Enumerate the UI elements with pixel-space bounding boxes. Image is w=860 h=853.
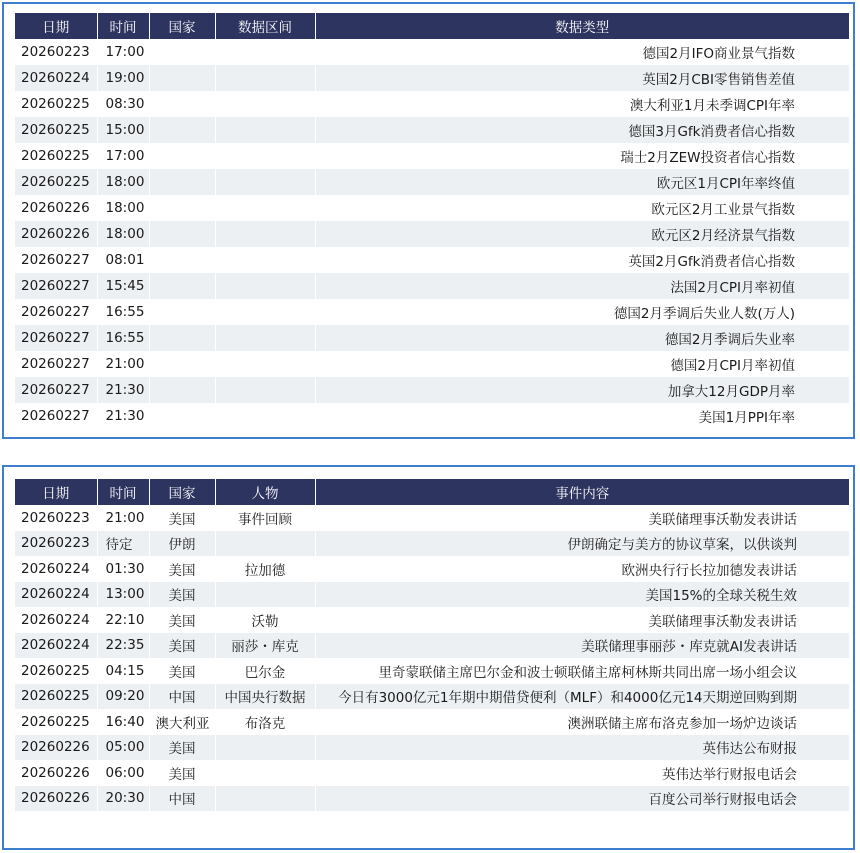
country-cell: 中国 bbox=[149, 786, 215, 812]
time-cell: 09:20 bbox=[97, 684, 149, 710]
date-cell: 20260225 bbox=[15, 169, 97, 195]
date-cell: 20260223 bbox=[15, 39, 97, 65]
date-cell: 20260225 bbox=[15, 658, 97, 684]
data-period-cell bbox=[215, 299, 315, 325]
country-cell bbox=[149, 39, 215, 65]
time-cell: 21:00 bbox=[97, 351, 149, 377]
header-event-content: 事件内容 bbox=[315, 479, 849, 505]
country-cell: 美国 bbox=[149, 607, 215, 633]
data-period-cell bbox=[215, 351, 315, 377]
time-cell: 05:00 bbox=[97, 735, 149, 761]
date-cell: 20260224 bbox=[15, 556, 97, 582]
time-cell: 16:55 bbox=[97, 325, 149, 351]
event-content-cell: 英伟达公布财报 bbox=[315, 735, 849, 761]
country-cell: 美国 bbox=[149, 760, 215, 786]
table-row bbox=[15, 684, 849, 710]
country-cell bbox=[149, 299, 215, 325]
date-cell: 20260227 bbox=[15, 325, 97, 351]
time-cell: 17:00 bbox=[97, 143, 149, 169]
table-row bbox=[15, 760, 849, 786]
data-type-cell: 英国2月CBI零售销售差值 bbox=[315, 65, 849, 91]
country-cell bbox=[149, 325, 215, 351]
event-content-cell: 美联储理事沃勒发表讲话 bbox=[315, 505, 849, 531]
event-content-cell: 澳洲联储主席布洛克参加一场炉边谈话 bbox=[315, 709, 849, 735]
date-cell: 20260227 bbox=[15, 273, 97, 299]
table-row bbox=[15, 39, 849, 65]
data-period-cell bbox=[215, 247, 315, 273]
time-cell: 08:01 bbox=[97, 247, 149, 273]
data-period-cell bbox=[215, 39, 315, 65]
date-cell: 20260226 bbox=[15, 195, 97, 221]
time-cell: 18:00 bbox=[97, 169, 149, 195]
data-type-cell: 欧元区2月工业景气指数 bbox=[315, 195, 849, 221]
date-cell: 20260227 bbox=[15, 403, 97, 429]
country-cell: 美国 bbox=[149, 658, 215, 684]
country-cell bbox=[149, 377, 215, 403]
time-cell: 15:45 bbox=[97, 273, 149, 299]
date-cell: 20260227 bbox=[15, 351, 97, 377]
data-type-cell: 法国2月CPI月率初值 bbox=[315, 273, 849, 299]
economic-data-panel bbox=[2, 2, 855, 439]
date-cell: 20260226 bbox=[15, 735, 97, 761]
event-content-cell: 英伟达举行财报电话会 bbox=[315, 760, 849, 786]
date-cell: 20260223 bbox=[15, 531, 97, 557]
data-period-cell bbox=[215, 273, 315, 299]
data-period-cell bbox=[215, 325, 315, 351]
table-row bbox=[15, 403, 849, 429]
date-cell: 20260226 bbox=[15, 221, 97, 247]
country-cell: 伊朗 bbox=[149, 531, 215, 557]
date-cell: 20260225 bbox=[15, 709, 97, 735]
date-cell: 20260227 bbox=[15, 247, 97, 273]
header-time: 时间 bbox=[97, 13, 149, 39]
person-cell: 中国央行数据 bbox=[215, 684, 315, 710]
person-cell: 巴尔金 bbox=[215, 658, 315, 684]
header-data-type: 数据类型 bbox=[315, 13, 849, 39]
data-type-cell: 澳大利亚1月未季调CPI年率 bbox=[315, 91, 849, 117]
country-cell: 美国 bbox=[149, 556, 215, 582]
data-type-cell: 德国2月CPI月率初值 bbox=[315, 351, 849, 377]
table-header-row bbox=[15, 479, 849, 505]
person-cell bbox=[215, 735, 315, 761]
time-cell: 06:00 bbox=[97, 760, 149, 786]
date-cell: 20260225 bbox=[15, 143, 97, 169]
time-cell: 01:30 bbox=[97, 556, 149, 582]
time-cell: 20:30 bbox=[97, 786, 149, 812]
table-header-row bbox=[15, 13, 849, 39]
event-content-cell: 伊朗确定与美方的协议草案，以供谈判 bbox=[315, 531, 849, 557]
data-type-cell: 德国2月IFO商业景气指数 bbox=[315, 39, 849, 65]
person-cell bbox=[215, 531, 315, 557]
event-content-cell: 美联储理事沃勒发表讲话 bbox=[315, 607, 849, 633]
table-row bbox=[15, 377, 849, 403]
table-row bbox=[15, 325, 849, 351]
header-country: 国家 bbox=[149, 13, 215, 39]
event-content-cell: 里奇蒙联储主席巴尔金和波士顿联储主席柯林斯共同出席一场小组会议 bbox=[315, 658, 849, 684]
time-cell: 19:00 bbox=[97, 65, 149, 91]
table-row bbox=[15, 117, 849, 143]
date-cell: 20260225 bbox=[15, 117, 97, 143]
country-cell bbox=[149, 91, 215, 117]
date-cell: 20260224 bbox=[15, 65, 97, 91]
person-cell: 丽莎・库克 bbox=[215, 633, 315, 659]
table-row bbox=[15, 786, 849, 812]
country-cell bbox=[149, 351, 215, 377]
data-type-cell: 加拿大12月GDP月率 bbox=[315, 377, 849, 403]
data-period-cell bbox=[215, 195, 315, 221]
header-date: 日期 bbox=[15, 13, 97, 39]
event-content-cell: 美联储理事丽莎・库克就AI发表讲话 bbox=[315, 633, 849, 659]
time-cell: 21:30 bbox=[97, 377, 149, 403]
data-period-cell bbox=[215, 403, 315, 429]
date-cell: 20260226 bbox=[15, 786, 97, 812]
time-cell: 22:35 bbox=[97, 633, 149, 659]
data-period-cell bbox=[215, 91, 315, 117]
person-cell: 布洛克 bbox=[215, 709, 315, 735]
time-cell: 17:00 bbox=[97, 39, 149, 65]
person-cell bbox=[215, 786, 315, 812]
table-row bbox=[15, 582, 849, 608]
table-row bbox=[15, 169, 849, 195]
country-cell: 美国 bbox=[149, 582, 215, 608]
header-person: 人物 bbox=[215, 479, 315, 505]
data-type-cell: 欧元区2月经济景气指数 bbox=[315, 221, 849, 247]
data-type-cell: 英国2月Gfk消费者信心指数 bbox=[315, 247, 849, 273]
time-cell: 08:30 bbox=[97, 91, 149, 117]
data-type-cell: 欧元区1月CPI年率终值 bbox=[315, 169, 849, 195]
country-cell bbox=[149, 143, 215, 169]
data-period-cell bbox=[215, 377, 315, 403]
data-type-cell: 瑞士2月ZEW投资者信心指数 bbox=[315, 143, 849, 169]
country-cell bbox=[149, 273, 215, 299]
time-cell: 18:00 bbox=[97, 195, 149, 221]
time-cell: 16:40 bbox=[97, 709, 149, 735]
events-table bbox=[15, 479, 849, 811]
date-cell: 20260224 bbox=[15, 633, 97, 659]
date-cell: 20260227 bbox=[15, 299, 97, 325]
date-cell: 20260224 bbox=[15, 607, 97, 633]
event-content-cell: 欧洲央行行长拉加德发表讲话 bbox=[315, 556, 849, 582]
events-panel bbox=[2, 465, 855, 850]
time-cell: 21:30 bbox=[97, 403, 149, 429]
time-cell: 16:55 bbox=[97, 299, 149, 325]
data-period-cell bbox=[215, 117, 315, 143]
event-content-cell: 美国15%的全球关税生效 bbox=[315, 582, 849, 608]
table-row bbox=[15, 351, 849, 377]
time-cell: 04:15 bbox=[97, 658, 149, 684]
date-cell: 20260225 bbox=[15, 91, 97, 117]
economic-data-table bbox=[15, 13, 849, 429]
country-cell bbox=[149, 403, 215, 429]
data-type-cell: 美国1月PPI年率 bbox=[315, 403, 849, 429]
date-cell: 20260223 bbox=[15, 505, 97, 531]
data-period-cell bbox=[215, 143, 315, 169]
data-type-cell: 德国2月季调后失业率 bbox=[315, 325, 849, 351]
person-cell: 事件回顾 bbox=[215, 505, 315, 531]
time-cell: 13:00 bbox=[97, 582, 149, 608]
event-content-cell: 今日有3000亿元1年期中期借贷便利（MLF）和4000亿元14天期逆回购到期 bbox=[315, 684, 849, 710]
table-row bbox=[15, 709, 849, 735]
country-cell: 美国 bbox=[149, 633, 215, 659]
table-row bbox=[15, 65, 849, 91]
event-content-cell: 百度公司举行财报电话会 bbox=[315, 786, 849, 812]
data-period-cell bbox=[215, 169, 315, 195]
time-cell: 22:10 bbox=[97, 607, 149, 633]
data-period-cell bbox=[215, 221, 315, 247]
country-cell: 澳大利亚 bbox=[149, 709, 215, 735]
time-cell: 15:00 bbox=[97, 117, 149, 143]
person-cell bbox=[215, 582, 315, 608]
table-row bbox=[15, 247, 849, 273]
table-row bbox=[15, 505, 849, 531]
table-row bbox=[15, 143, 849, 169]
person-cell: 拉加德 bbox=[215, 556, 315, 582]
time-cell: 待定 bbox=[97, 531, 149, 557]
table-row bbox=[15, 195, 849, 221]
country-cell: 美国 bbox=[149, 735, 215, 761]
country-cell: 中国 bbox=[149, 684, 215, 710]
date-cell: 20260225 bbox=[15, 684, 97, 710]
table-row bbox=[15, 658, 849, 684]
country-cell bbox=[149, 65, 215, 91]
table-row bbox=[15, 299, 849, 325]
table-row bbox=[15, 633, 849, 659]
data-type-cell: 德国2月季调后失业人数(万人) bbox=[315, 299, 849, 325]
table-row bbox=[15, 221, 849, 247]
data-period-cell bbox=[215, 65, 315, 91]
table-row bbox=[15, 735, 849, 761]
header-data-period: 数据区间 bbox=[215, 13, 315, 39]
time-cell: 18:00 bbox=[97, 221, 149, 247]
date-cell: 20260226 bbox=[15, 760, 97, 786]
time-cell: 21:00 bbox=[97, 505, 149, 531]
country-cell bbox=[149, 195, 215, 221]
country-cell bbox=[149, 169, 215, 195]
table-row bbox=[15, 91, 849, 117]
country-cell bbox=[149, 117, 215, 143]
table-row bbox=[15, 531, 849, 557]
country-cell: 美国 bbox=[149, 505, 215, 531]
country-cell bbox=[149, 221, 215, 247]
header-country: 国家 bbox=[149, 479, 215, 505]
data-type-cell: 德国3月Gfk消费者信心指数 bbox=[315, 117, 849, 143]
header-date: 日期 bbox=[15, 479, 97, 505]
date-cell: 20260227 bbox=[15, 377, 97, 403]
table-row bbox=[15, 607, 849, 633]
date-cell: 20260224 bbox=[15, 582, 97, 608]
person-cell: 沃勒 bbox=[215, 607, 315, 633]
country-cell bbox=[149, 247, 215, 273]
person-cell bbox=[215, 760, 315, 786]
header-time: 时间 bbox=[97, 479, 149, 505]
table-row bbox=[15, 556, 849, 582]
table-row bbox=[15, 273, 849, 299]
